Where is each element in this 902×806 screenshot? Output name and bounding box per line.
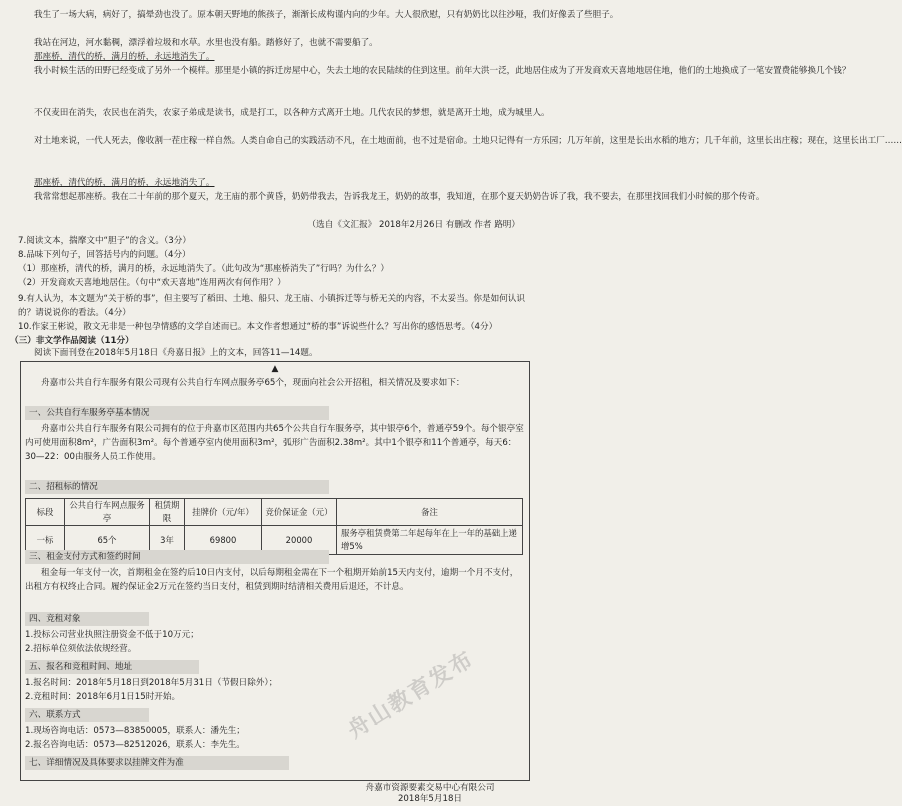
table-cell: 20000 bbox=[262, 526, 337, 555]
question-8-2: （2）开发商欢天喜地地居住。（句中“欢天喜地”连用两次有何作用？） bbox=[18, 278, 286, 288]
table-header: 标段 bbox=[26, 499, 65, 526]
section-body: 1.现场咨询电话：0573—83850005，联系人：潘先生； bbox=[25, 726, 245, 736]
notice-box: ▲ 舟嘉市公共自行车服务有限公司现有公共自行车网点服务亭65个，现面向社会公开招租，相关情况及要求如下： 一、公共自行车服务亭基本情况 舟嘉市公共自行车服务有限公司拥有的位于舟嘉市区范围内共65个公共自行车服务亭，其中银亭6个，普通亭59个。每个银亭室内可使用面积8m²，广告面积3m²。每个普通亭室内使用面积3m²，弧形广告面积2.38m²。其中1个银亭和11个普通亭，每天6：30—22：00由服务人员工作使用。 二、招租标的情况 标段 公共自行车网点服务亭 租赁期限 挂牌价（元/年） 竞价保证金（元） 备注 一标 65个 3年 69800 20000 服务亭租赁费第二年起每年在上一年的基础上递增5% 三、租金支付方式和签约时间 租金每一年支付一次，首期租金在签约后10日内支付，以后每期租金需在下一个租期开始前15天内支付，逾期一个月不支付，出租方有权终止合同。履约保证金2万元在签约当日支付，租赁到期时结清相关费用后退还，不计息。 四、竞租对象 1.投标公司营业执照注册资金不低于10万元； 2.招标单位须依法依规经营。 五、报名和竞租时间、地址 1.报名时间：2018年5月18日到2018年5月31日（节假日除外）； 2.竞租时间：2018年6月1日15时开始。 六、联系方式 1.现场咨询电话：0573—83850005，联系人：潘先生； 2.报名咨询电话：0573—82512026，联系人：李先生。 七、详细情况及具体要求以挂牌文件为准 bbox=[20, 361, 530, 781]
table-cell: 3年 bbox=[150, 526, 185, 555]
passage-paragraph: 我生了一场大病，病好了，搞晕劲也没了。原本朝天野地的熊孩子，渐渐长成构谨内向的少年。大人很欣慰，只有奶奶比以往沙哑，我们好像丢了些胆子。 bbox=[34, 10, 619, 20]
section-body: 2.报名咨询电话：0573—82512026，联系人：李先生。 bbox=[25, 740, 245, 750]
watermark: 舟山教育发布 bbox=[343, 646, 479, 744]
passage-paragraph: 我常常想起那座桥。我在二十年前的那个夏天，龙王庙的那个黄昏，奶奶带我去，告诉我龙王，奶奶的故事，我知道，在那个夏天奶奶告诉了我，我不要去，在那里找回我们小时候的那个传奇。 bbox=[34, 192, 765, 202]
section-body: 1.报名时间：2018年5月18日到2018年5月31日（节假日除外）； bbox=[25, 678, 278, 688]
table-cell: 65个 bbox=[65, 526, 150, 555]
question-9: 9.有人认为，本文题为“关于桥的事”，但主要写了稻田、土地、船只、龙王庙、小镇拆迁等与桥无关的内容，不太妥当。你是如何认识的？请说说你的看法。（4分） bbox=[18, 294, 525, 318]
source-line: （选自《文汇报》 2018年2月26日 有删改 作者 路明） bbox=[307, 220, 520, 230]
section-3-intro: 阅读下面刊登在2018年5月18日《舟嘉日报》上的文本，回答11—14题。 bbox=[34, 348, 318, 358]
triangle-icon: ▲ bbox=[271, 364, 279, 374]
signature-date: 2018年5月18日 bbox=[397, 794, 463, 804]
question-7: 7.阅读文本，揣摩文中“胆子”的含义。（3分） bbox=[18, 236, 191, 246]
section-body: 2.竞租时间：2018年6月1日15时开始。 bbox=[25, 692, 181, 702]
table-header: 竞价保证金（元） bbox=[262, 499, 337, 526]
section-3-heading: （三）非文学作品阅读（11分） bbox=[10, 336, 134, 346]
table-header-row bbox=[26, 499, 523, 526]
table-header: 租赁期限 bbox=[150, 499, 185, 526]
table-cell: 69800 bbox=[185, 526, 262, 555]
section-body: 租金每一年支付一次，首期租金在签约后10日内支付，以后每期租金需在下一个租期开始前15天内支付，逾期一个月不支付，出租方有权终止合同。履约保证金2万元在签约当日支付，租赁到期时结清相关费用后退还，不计息。 bbox=[25, 568, 519, 592]
table-header: 挂牌价（元/年） bbox=[185, 499, 262, 526]
question-8: 8.品味下列句子，回答括号内的问题。（4分） bbox=[18, 250, 191, 260]
signature-org: 舟嘉市资源要素交易中心有限公司 bbox=[365, 783, 495, 793]
passage-paragraph: 我站在河边，河水黏稠，漂浮着垃圾和水草。水里也没有船。踏修好了，也就不需要船了。 bbox=[34, 38, 378, 48]
section-body: 2.招标单位须依法依规经营。 bbox=[25, 644, 137, 654]
passage-paragraph: 不仅麦田在消失，农民也在消失，农家子弟成是读书，成是打工，以各种方式离开土地。几代农民的梦想，就是离开土地，成为城里人。 bbox=[34, 108, 550, 118]
passage-paragraph: 我小时候生活的田野已经变成了另外一个模样。那里是小镇的拆迁房屋中心，失去土地的农民陆续的住到这里。前年大洪一泛，此地居住成为了开发商欢天喜地地居住地，他们的土地换成了一笔安置费能够换几个钱？ bbox=[34, 66, 851, 76]
table-header: 公共自行车网点服务亭 bbox=[65, 499, 150, 526]
question-8-1: （1）那座桥，清代的桥，满月的桥，永远地消失了。（此句改为“那座桥消失了”行吗？为什么？） bbox=[18, 264, 390, 274]
question-10: 10.作家王彬说，散文无非是一种包孕情感的文学自述而已。本文作者想通过“桥的事”诉说些什么？写出你的感悟思考。（4分） bbox=[18, 322, 498, 332]
table-cell: 服务亭租赁费第二年起每年在上一年的基础上递增5% bbox=[337, 526, 523, 555]
passage-paragraph: 对土地来说，一代人死去，像收割一茬庄稼一样自然。人类自命自己的实践活动不凡，在土地面前，也不过是宿命。土地只记得有一方乐园；几万年前，这里是长出水稻的地方；几千年前，这里长出庄稼；现在，这里长出工厂…… bbox=[34, 136, 902, 146]
passage-paragraph: 那座桥，清代的桥，满月的桥，永远地消失了。 bbox=[34, 178, 215, 188]
table-header: 备注 bbox=[337, 499, 523, 526]
bid-table bbox=[25, 498, 523, 555]
table-cell: 一标 bbox=[26, 526, 65, 555]
section-body: 舟嘉市公共自行车服务有限公司拥有的位于舟嘉市区范围内共65个公共自行车服务亭，其中银亭6个，普通亭59个。每个银亭室内可使用面积8m²，广告面积3m²。每个普通亭室内使用面积3m²，弧形广告面积2.38m²。其中1个银亭和11个普通亭，每天6：30—22：00由服务人员工作使用。 bbox=[25, 424, 524, 462]
section-body: 1.投标公司营业执照注册资金不低于10万元； bbox=[25, 630, 199, 640]
passage-paragraph: 那座桥，清代的桥，满月的桥，永远地消失了。 bbox=[34, 52, 215, 62]
notice-intro: 舟嘉市公共自行车服务有限公司现有公共自行车网点服务亭65个，现面向社会公开招租，相关情况及要求如下： bbox=[41, 378, 465, 388]
